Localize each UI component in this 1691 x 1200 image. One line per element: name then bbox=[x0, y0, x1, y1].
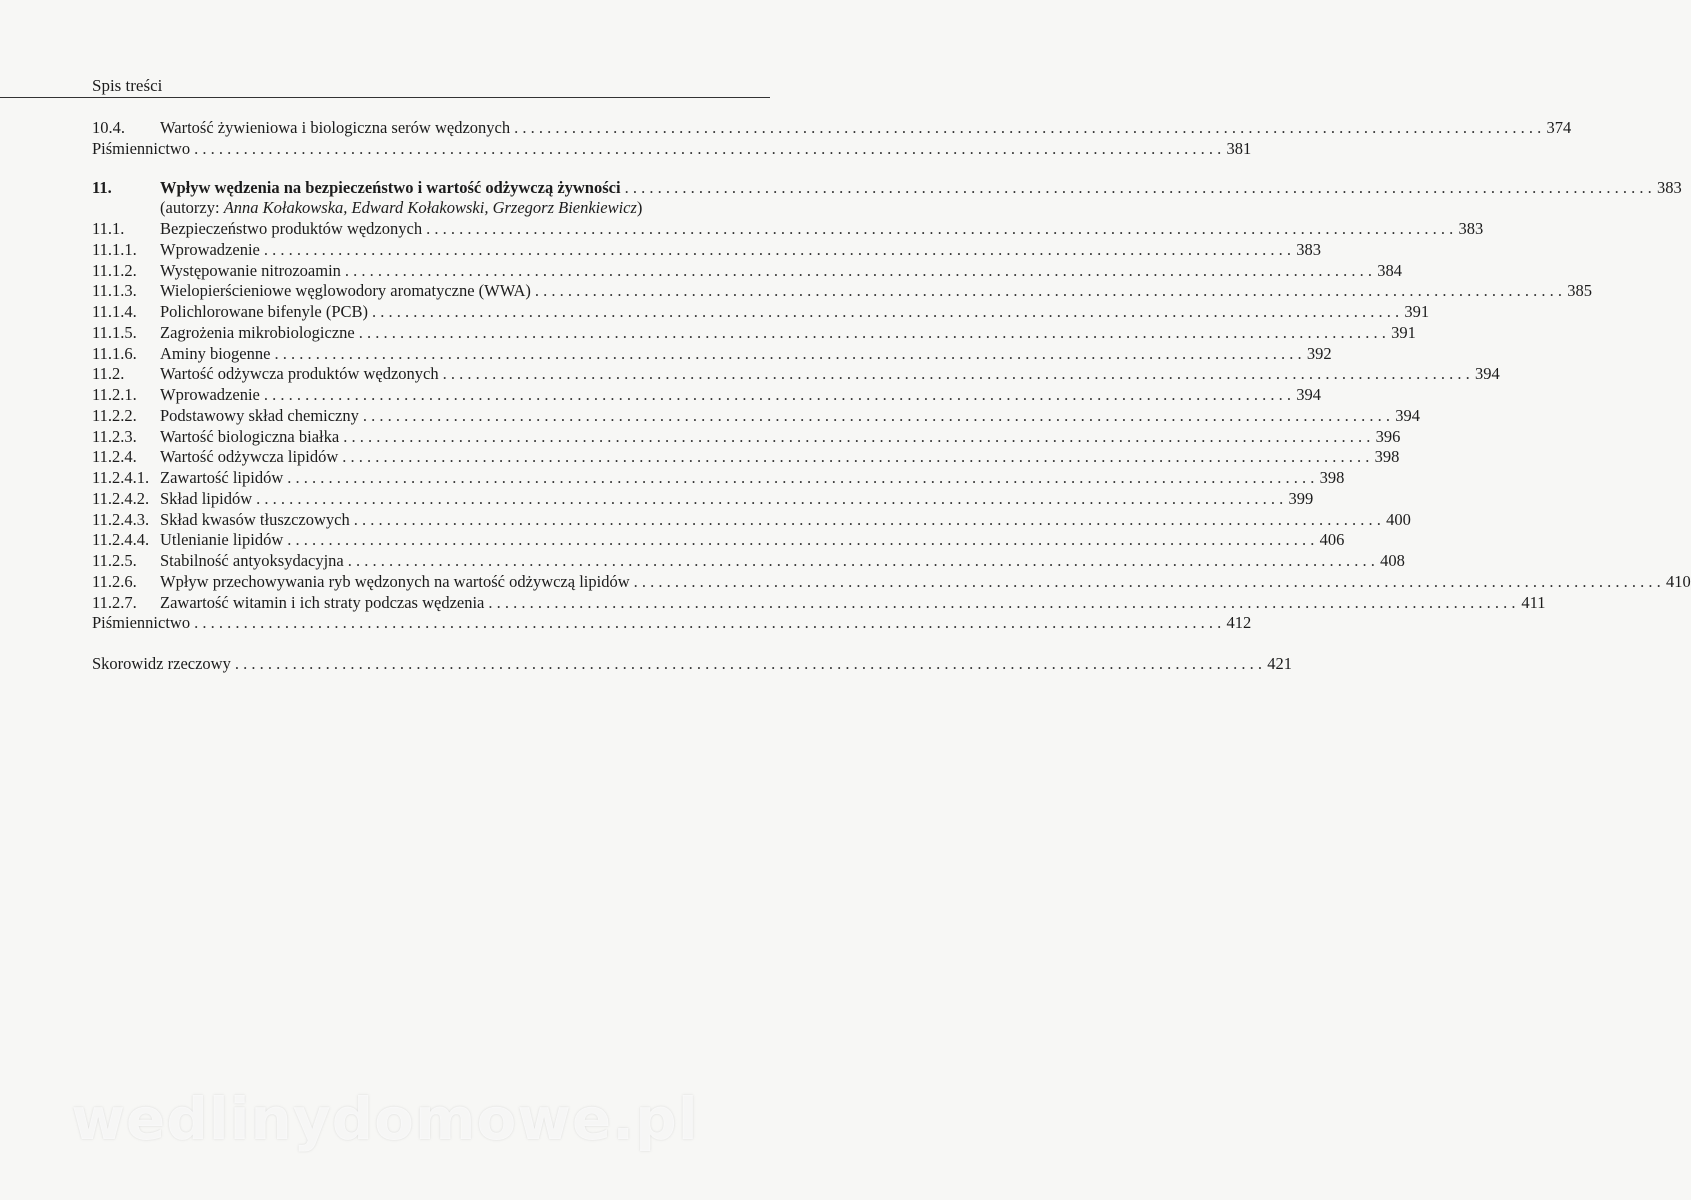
dot-leader bbox=[625, 178, 1652, 199]
dot-leader bbox=[514, 118, 1541, 139]
toc-top-entries bbox=[92, 118, 1572, 160]
entry-page: 399 bbox=[1288, 488, 1314, 508]
entry-number: 11.2.3. bbox=[92, 426, 137, 446]
toc-entry-row[interactable] bbox=[92, 260, 1403, 282]
entry-title: Wielopierścieniowe węglowodory aromatyczne (WWA) bbox=[160, 281, 531, 301]
entry-title: Wartość odżywcza produktów wędzonych bbox=[160, 364, 439, 384]
toc-sections bbox=[92, 219, 1691, 634]
toc-entry-row[interactable] bbox=[92, 530, 1345, 551]
entry-title: Wartość odżywcza lipidów bbox=[160, 447, 339, 467]
dot-leader bbox=[264, 385, 1291, 406]
dot-leader bbox=[345, 261, 1372, 282]
dot-leader bbox=[194, 613, 1221, 634]
entry-page: 391 bbox=[1404, 302, 1430, 321]
entry-page: 400 bbox=[1386, 509, 1411, 529]
entry-number: 11.2.4.1. bbox=[92, 468, 150, 487]
toc-index-row[interactable] bbox=[92, 654, 1292, 675]
entry-page: 374 bbox=[1546, 118, 1572, 137]
entry-page: 396 bbox=[1375, 426, 1401, 446]
toc-chapter-row[interactable] bbox=[92, 177, 1682, 199]
entry-page: 398 bbox=[1319, 468, 1345, 487]
toc-entry-row[interactable] bbox=[92, 219, 1484, 240]
entry-title: Polichlorowane bifenyle (PCB) bbox=[160, 302, 369, 321]
chapter-page: 383 bbox=[1656, 177, 1682, 197]
dot-leader bbox=[426, 219, 1453, 240]
entry-title: Podstawowy skład chemiczny bbox=[160, 405, 359, 425]
dot-leader bbox=[348, 551, 1375, 572]
entry-number: 11.2.4.2. bbox=[92, 488, 150, 508]
entry-page: 408 bbox=[1380, 551, 1405, 570]
entry-page: 384 bbox=[1377, 260, 1403, 280]
dot-leader bbox=[287, 468, 1314, 489]
entry-title: Wartość biologiczna białka bbox=[160, 426, 340, 446]
entry-page: 412 bbox=[1226, 613, 1252, 633]
page-header-title: Spis treści bbox=[92, 76, 163, 95]
entry-title: Piśmiennictwo bbox=[92, 138, 191, 158]
toc-entry-row[interactable] bbox=[92, 281, 1593, 302]
toc-entry-row[interactable] bbox=[92, 302, 1430, 323]
authors-prefix: (autorzy: bbox=[160, 198, 224, 218]
entry-number: 11.2.4.4. bbox=[92, 530, 150, 550]
entry-title: Występowanie nitrozoamin bbox=[160, 260, 341, 280]
dot-leader bbox=[359, 323, 1386, 344]
dot-leader bbox=[194, 139, 1221, 160]
toc-entry-row[interactable] bbox=[92, 138, 1252, 160]
entry-number: 11.1.5. bbox=[92, 322, 137, 342]
entry-page: 385 bbox=[1567, 281, 1593, 301]
entry-number: 11.2.5. bbox=[92, 551, 137, 570]
entry-page: 394 bbox=[1296, 385, 1321, 404]
index-title: Skorowidz rzeczowy bbox=[92, 654, 231, 673]
dot-leader bbox=[488, 593, 1515, 614]
entry-number: 11.2. bbox=[92, 364, 125, 384]
entry-number: 11.1.3. bbox=[92, 281, 137, 301]
entry-number: 11.1.2. bbox=[92, 260, 137, 280]
entry-page: 410 bbox=[1666, 571, 1691, 591]
entry-title: Piśmiennictwo bbox=[92, 613, 191, 633]
entry-title: Wprowadzenie bbox=[160, 385, 260, 404]
index-page: 421 bbox=[1267, 654, 1292, 673]
dot-leader bbox=[264, 240, 1291, 261]
toc-entry-row[interactable] bbox=[92, 322, 1416, 344]
entry-number: 11.2.7. bbox=[92, 592, 137, 612]
entry-number: 11.1.1. bbox=[92, 239, 137, 259]
toc-entry-row[interactable] bbox=[92, 405, 1421, 427]
entry-page: 411 bbox=[1521, 592, 1546, 612]
section-gap bbox=[92, 634, 694, 654]
entry-number: 10.4. bbox=[92, 118, 125, 137]
entry-page: 381 bbox=[1226, 138, 1252, 158]
entry-title: Aminy biogenne bbox=[160, 343, 271, 363]
toc-entry-row[interactable] bbox=[92, 488, 1314, 510]
entry-page: 392 bbox=[1306, 343, 1332, 363]
entry-number: 11.2.6. bbox=[92, 571, 137, 591]
entry-page: 406 bbox=[1319, 530, 1345, 550]
entry-title: Bezpieczeństwo produktów wędzonych bbox=[160, 219, 423, 238]
authors-names: Anna Kołakowska, Edward Kołakowski, Grzegorz Bienkiewicz bbox=[223, 198, 637, 218]
entry-page: 398 bbox=[1374, 447, 1400, 467]
dot-leader bbox=[256, 489, 1283, 510]
toc-entry-row[interactable] bbox=[92, 343, 1332, 365]
dot-leader bbox=[235, 654, 1262, 675]
dot-leader bbox=[443, 364, 1470, 385]
section-gap bbox=[92, 160, 694, 178]
chapter-authors bbox=[92, 198, 694, 219]
entry-page: 383 bbox=[1458, 219, 1484, 238]
entry-title: Zawartość witamin i ich straty podczas wędzenia bbox=[160, 592, 485, 612]
entry-title: Wpływ przechowywania ryb wędzonych na wartość odżywczą lipidów bbox=[160, 571, 630, 591]
dot-leader bbox=[363, 406, 1390, 427]
entry-page: 394 bbox=[1395, 405, 1421, 425]
dot-leader bbox=[343, 427, 1370, 448]
dot-leader bbox=[274, 344, 1301, 365]
entry-title: Zawartość lipidów bbox=[160, 468, 284, 487]
toc-entry-row[interactable] bbox=[92, 571, 1691, 593]
toc-entry-row[interactable] bbox=[92, 551, 1405, 572]
dot-leader bbox=[342, 447, 1369, 468]
toc-entry-row[interactable] bbox=[92, 118, 1572, 139]
dot-leader bbox=[634, 572, 1661, 593]
toc-entry-row[interactable] bbox=[92, 364, 1500, 385]
entry-title: Skład kwasów tłuszczowych bbox=[160, 509, 350, 529]
entry-number: 11.1. bbox=[92, 219, 125, 238]
toc-entry-row[interactable] bbox=[92, 239, 1321, 261]
entry-title: Stabilność antyoksydacyjna bbox=[160, 551, 344, 570]
table-of-contents bbox=[92, 118, 1691, 675]
header-divider bbox=[0, 97, 770, 98]
toc-entry-row[interactable] bbox=[92, 385, 1321, 406]
entry-title: Wprowadzenie bbox=[160, 239, 260, 259]
watermark-text: wedlinydomowe.pl bbox=[71, 1085, 699, 1153]
dot-leader bbox=[372, 302, 1399, 323]
dot-leader bbox=[535, 281, 1562, 302]
dot-leader bbox=[287, 530, 1314, 551]
entry-number: 11.1.6. bbox=[92, 343, 137, 363]
entry-page: 394 bbox=[1475, 364, 1500, 384]
entry-page: 383 bbox=[1296, 239, 1321, 259]
authors-suffix: ) bbox=[636, 198, 643, 218]
entry-title: Wartość żywieniowa i biologiczna serów wędzonych bbox=[160, 118, 511, 137]
entry-number: 11.2.4. bbox=[92, 447, 137, 467]
toc-entry-row[interactable] bbox=[92, 592, 1546, 614]
entry-page: 391 bbox=[1391, 322, 1416, 342]
toc-entry-row[interactable] bbox=[92, 426, 1401, 448]
entry-title: Skład lipidów bbox=[160, 488, 253, 508]
toc-entry-row[interactable] bbox=[92, 509, 1411, 531]
entry-number: 11.2.2. bbox=[92, 405, 137, 425]
toc-entry-row[interactable] bbox=[92, 468, 1345, 489]
chapter-number: 11. bbox=[92, 177, 112, 197]
toc-entry-row[interactable] bbox=[92, 613, 1252, 634]
entry-number: 11.1.4. bbox=[92, 302, 137, 321]
entry-title: Utlenianie lipidów bbox=[160, 530, 284, 550]
entry-title: Zagrożenia mikrobiologiczne bbox=[160, 322, 355, 342]
chapter-title: Wpływ wędzenia na bezpieczeństwo i wartość odżywczą żywności bbox=[160, 177, 621, 197]
toc-entry-row[interactable] bbox=[92, 447, 1400, 468]
entry-number: 11.2.4.3. bbox=[92, 509, 150, 529]
dot-leader bbox=[354, 510, 1381, 531]
entry-number: 11.2.1. bbox=[92, 385, 137, 404]
